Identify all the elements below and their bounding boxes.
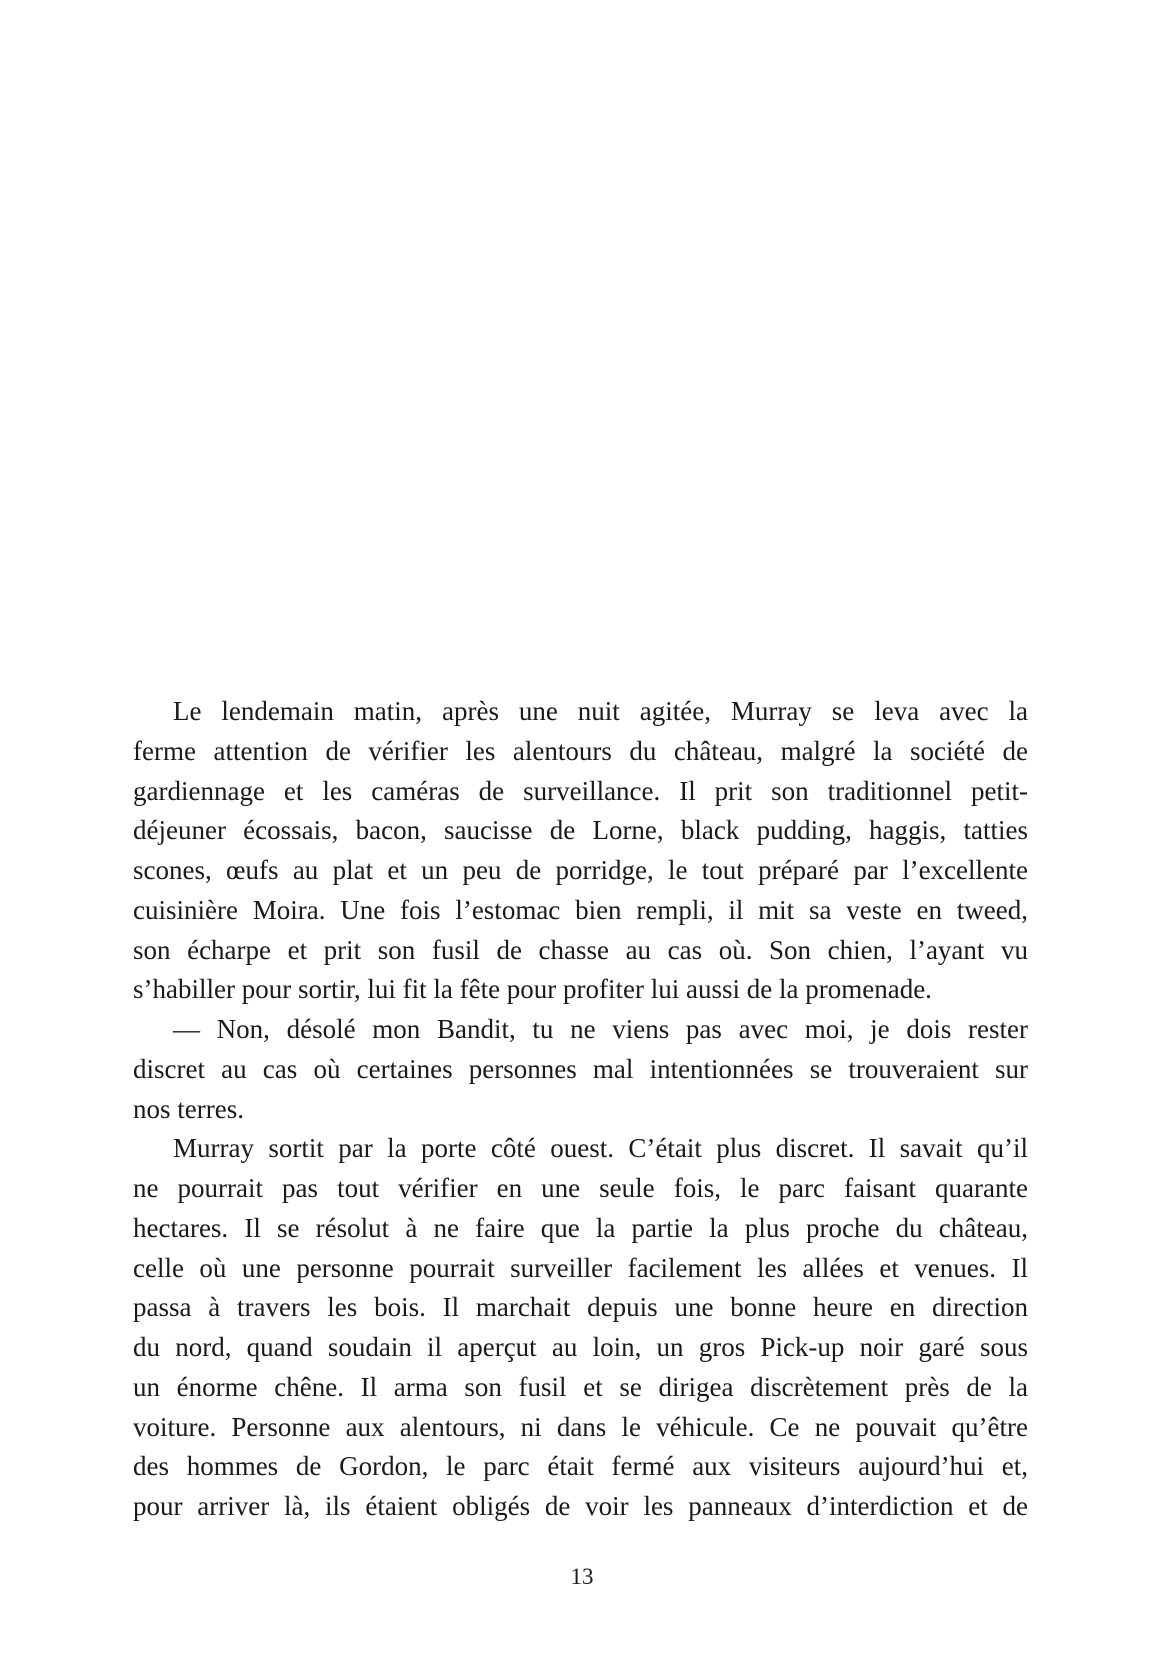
text-line: cuisinière Moira. Une fois l’estomac bien rempli, il mit sa veste en tweed, (133, 894, 1028, 925)
text-line: ferme attention de vérifier les alentours du château, malgré la société de (133, 735, 1028, 766)
text-line: un énorme chêne. Il arma son fusil et se dirigea discrètement près de la (133, 1371, 1028, 1402)
text-line: déjeuner écossais, bacon, saucisse de Lorne, black pudding, haggis, tatties (133, 815, 1028, 846)
text-line: du nord, quand soudain il aperçut au loin, un gros Pick-up noir garé sous (133, 1332, 1028, 1362)
text-line: celle où une personne pourrait surveiller facilement les allées et venues. Il (133, 1252, 1028, 1283)
text-line: scones, œufs au plat et un peu de porridge, le tout préparé par l’excellente (133, 855, 1028, 885)
text-line: Murray sortit par la porte côté ouest. C’était plus discret. Il savait qu’il (173, 1133, 1028, 1164)
paragraph-2 (133, 1010, 1028, 1129)
text-line: nos terres. (133, 1093, 244, 1124)
paragraph-3 (133, 1129, 1028, 1527)
text-line: voiture. Personne aux alentours, ni dans le véhicule. Ce ne pouvait qu’être (133, 1411, 1028, 1442)
text-line: Le lendemain matin, après une nuit agitée, Murray se leva avec la (173, 696, 1028, 726)
text-line: s’habiller pour sortir, lui fit la fête pour profiter lui aussi de la promenade. (133, 974, 932, 1005)
text-line: des hommes de Gordon, le parc était fermé aux visiteurs aujourd’hui et, (133, 1451, 1028, 1482)
text-line: passa à travers les bois. Il marchait depuis une bonne heure en direction (133, 1292, 1028, 1323)
paragraph-1 (133, 692, 1028, 1010)
text-line: pour arriver là, ils étaient obligés de voir les panneaux d’interdiction et de (133, 1491, 1028, 1521)
text-line: discret au cas où certaines personnes mal intentionnées se trouveraient sur (133, 1053, 1028, 1084)
page-number: 13 (570, 1564, 594, 1589)
text-line: gardiennage et les caméras de surveillance. Il prit son traditionnel petit- (133, 775, 1028, 806)
text-line: ne pourrait pas tout vérifier en une seule fois, le parc faisant quarante (133, 1173, 1028, 1203)
text-line: son écharpe et prit son fusil de chasse au cas où. Son chien, l’ayant vu (133, 934, 1028, 965)
page-body (133, 692, 1028, 1527)
text-line: hectares. Il se résolut à ne faire que la partie la plus proche du château, (133, 1212, 1028, 1243)
text-line: — Non, désolé mon Bandit, tu ne viens pas avec moi, je dois rester (173, 1014, 1028, 1044)
